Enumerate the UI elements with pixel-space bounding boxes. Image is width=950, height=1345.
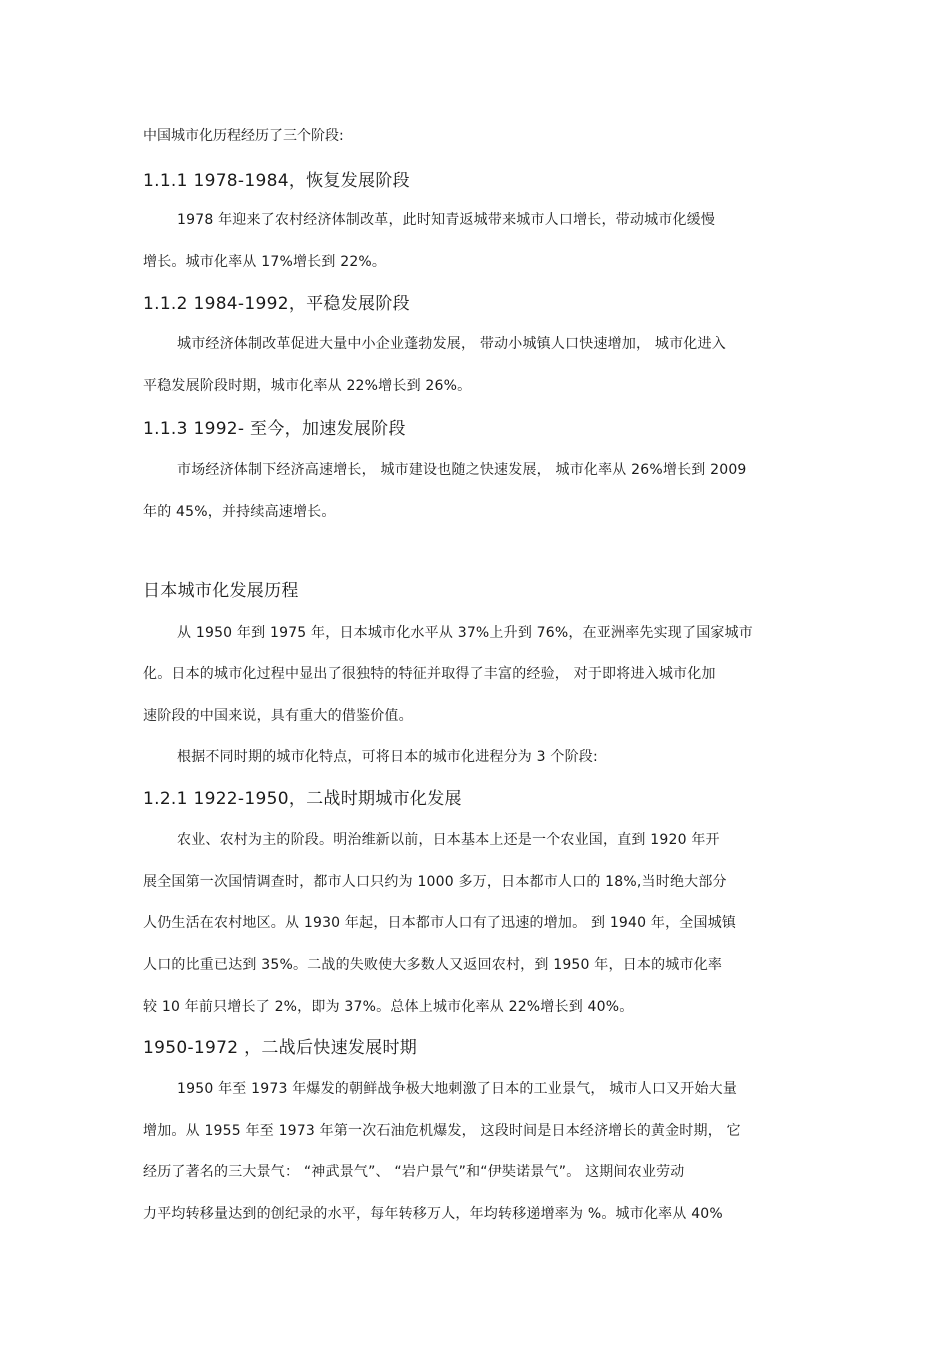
paragraph-line: 市场经济体制下经济高速增长， 城市建设也随之快速发展， 城市化率从 26%增长到 2009 (177, 462, 747, 478)
japan-section-title: 日本城市化发展历程 (143, 581, 299, 601)
section-heading-postwar: 1950-1972 ，二战后快速发展时期 (143, 1038, 418, 1058)
section-heading-1-1-2: 1.1.2 1984-1992，平稳发展阶段 (143, 294, 410, 314)
section-heading-1-2-1: 1.2.1 1922-1950，二战时期城市化发展 (143, 789, 462, 809)
paragraph-line: 根据不同时期的城市化特点，可将日本的城市化进程分为 3 个阶段: (177, 749, 598, 765)
paragraph-line: 速阶段的中国来说，具有重大的借鉴价值。 (143, 708, 413, 724)
paragraph-line: 年的 45%，并持续高速增长。 (143, 504, 336, 520)
paragraph-line: 增加。从 1955 年至 1973 年第一次石油危机爆发， 这段时间是日本经济增长的黄金时期， 它 (143, 1123, 741, 1139)
paragraph-line: 1950 年至 1973 年爆发的朝鲜战争极大地刺激了日本的工业景气， 城市人口又开始大量 (177, 1081, 738, 1097)
paragraph-line: 较 10 年前只增长了 2%，即为 37%。总体上城市化率从 22%增长到 40%。 (143, 999, 634, 1015)
paragraph-line: 经历了著名的三大景气： “神武景气”、 “岩户景气”和“伊奘诺景气”。 这期间农业劳动 (143, 1164, 685, 1180)
paragraph-line: 增长。城市化率从 17%增长到 22%。 (143, 254, 387, 270)
paragraph-line: 平稳发展阶段时期，城市化率从 22%增长到 26%。 (143, 378, 472, 394)
paragraph-line: 1978 年迎来了农村经济体制改革，此时知青返城带来城市人口增长，带动城市化缓慢 (177, 212, 716, 228)
paragraph-line: 人口的比重已达到 35%。二战的失败使大多数人又返回农村，到 1950 年，日本的城市化率 (143, 957, 723, 973)
paragraph-line: 人仍生活在农村地区。从 1930 年起，日本都市人口有了迅速的增加。 到 1940 年，全国城镇 (143, 915, 737, 931)
paragraph-line: 城市经济体制改革促进大量中小企业蓬勃发展， 带动小城镇人口快速增加， 城市化进入 (177, 336, 726, 352)
paragraph-line: 展全国第一次国情调查时，都市人口只约为 1000 多万，日本都市人口的 18%,当时绝大部分 (143, 874, 727, 890)
intro-text: 中国城市化历程经历了三个阶段: (143, 128, 344, 144)
section-heading-1-1-1: 1.1.1 1978-1984，恢复发展阶段 (143, 171, 410, 191)
paragraph-line: 从 1950 年到 1975 年，日本城市化水平从 37%上升到 76%，在亚洲率先实现了国家城市 (177, 625, 753, 641)
paragraph-line: 力平均转移量达到的创纪录的水平，每年转移万人，年均转移递增率为 %。城市化率从 40% (143, 1206, 723, 1222)
paragraph-line: 农业、农村为主的阶段。明治维新以前，日本基本上还是一个农业国，直到 1920 年开 (177, 832, 720, 848)
paragraph-line: 化。日本的城市化过程中显出了很独特的特征并取得了丰富的经验， 对于即将进入城市化加 (143, 666, 716, 682)
section-heading-1-1-3: 1.1.3 1992- 至今，加速发展阶段 (143, 419, 406, 439)
